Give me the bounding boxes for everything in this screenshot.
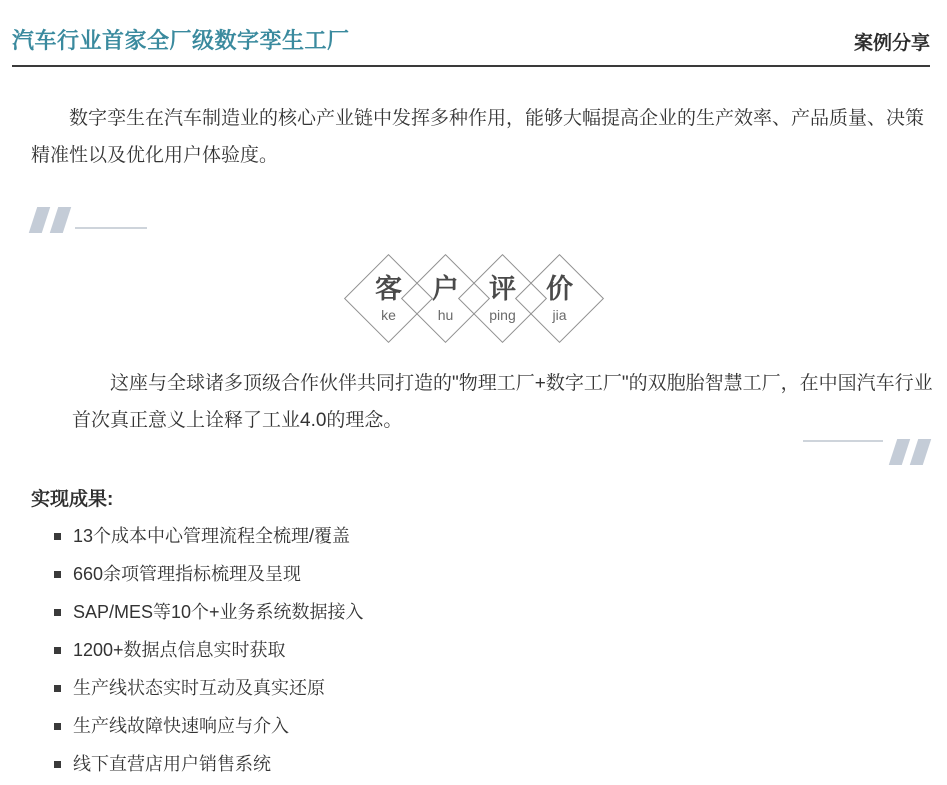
diamond-pinyin: jia	[551, 306, 566, 323]
quote-slash-icon	[910, 439, 931, 465]
testimonial-quote: 这座与全球诸多顶级合作伙伴共同打造的"物理工厂+数字工厂"的双胞胎智慧工厂，在中国汽车行业首次真正意义上诠释了工业4.0的理念。	[72, 373, 933, 431]
close-quote-mark-icon	[0, 439, 927, 465]
result-item: 生产线状态实时互动及真实还原	[54, 679, 947, 698]
quote-slash-icon	[29, 207, 50, 233]
diamond-pinyin: hu	[437, 306, 453, 323]
quote-slash-icon	[889, 439, 910, 465]
diamond-pinyin: ke	[380, 306, 396, 323]
diamond-char: 户	[431, 273, 459, 304]
result-item: SAP/MES等10个+业务系统数据接入	[54, 603, 947, 622]
intro-paragraph: 数字孪生在汽车制造业的核心产业链中发挥多种作用，能够大幅提高企业的生产效率、产品质量、决策精准性以及优化用户体验度。	[31, 108, 925, 166]
diamond-char: 评	[488, 273, 516, 304]
quote-rule-line	[75, 227, 147, 229]
quote-rule-line	[803, 440, 883, 442]
result-item: 13个成本中心管理流程全梳理/覆盖	[54, 527, 947, 546]
customer-review-diamond-title	[0, 254, 947, 343]
result-item: 线下直营店用户销售系统	[54, 755, 947, 774]
result-item: 生产线故障快速响应与介入	[54, 717, 947, 736]
result-item: 660余项管理指标梳理及呈现	[54, 565, 947, 584]
diamond-char: 客	[374, 273, 402, 304]
page-header	[12, 0, 930, 67]
case-share-badge: 案例分享	[853, 33, 930, 54]
diamond-content	[521, 273, 597, 323]
diamond-badge	[514, 254, 603, 343]
open-quote-mark-icon	[33, 207, 947, 233]
results-heading: 实现成果:	[31, 489, 114, 510]
results-list	[54, 527, 947, 774]
diamond-pinyin: ping	[488, 306, 516, 323]
quote-slash-icon	[50, 207, 71, 233]
result-item: 1200+数据点信息实时获取	[54, 641, 947, 660]
page-title: 汽车行业首家全厂级数字孪生工厂	[12, 28, 350, 53]
diamond-char: 价	[545, 273, 573, 304]
